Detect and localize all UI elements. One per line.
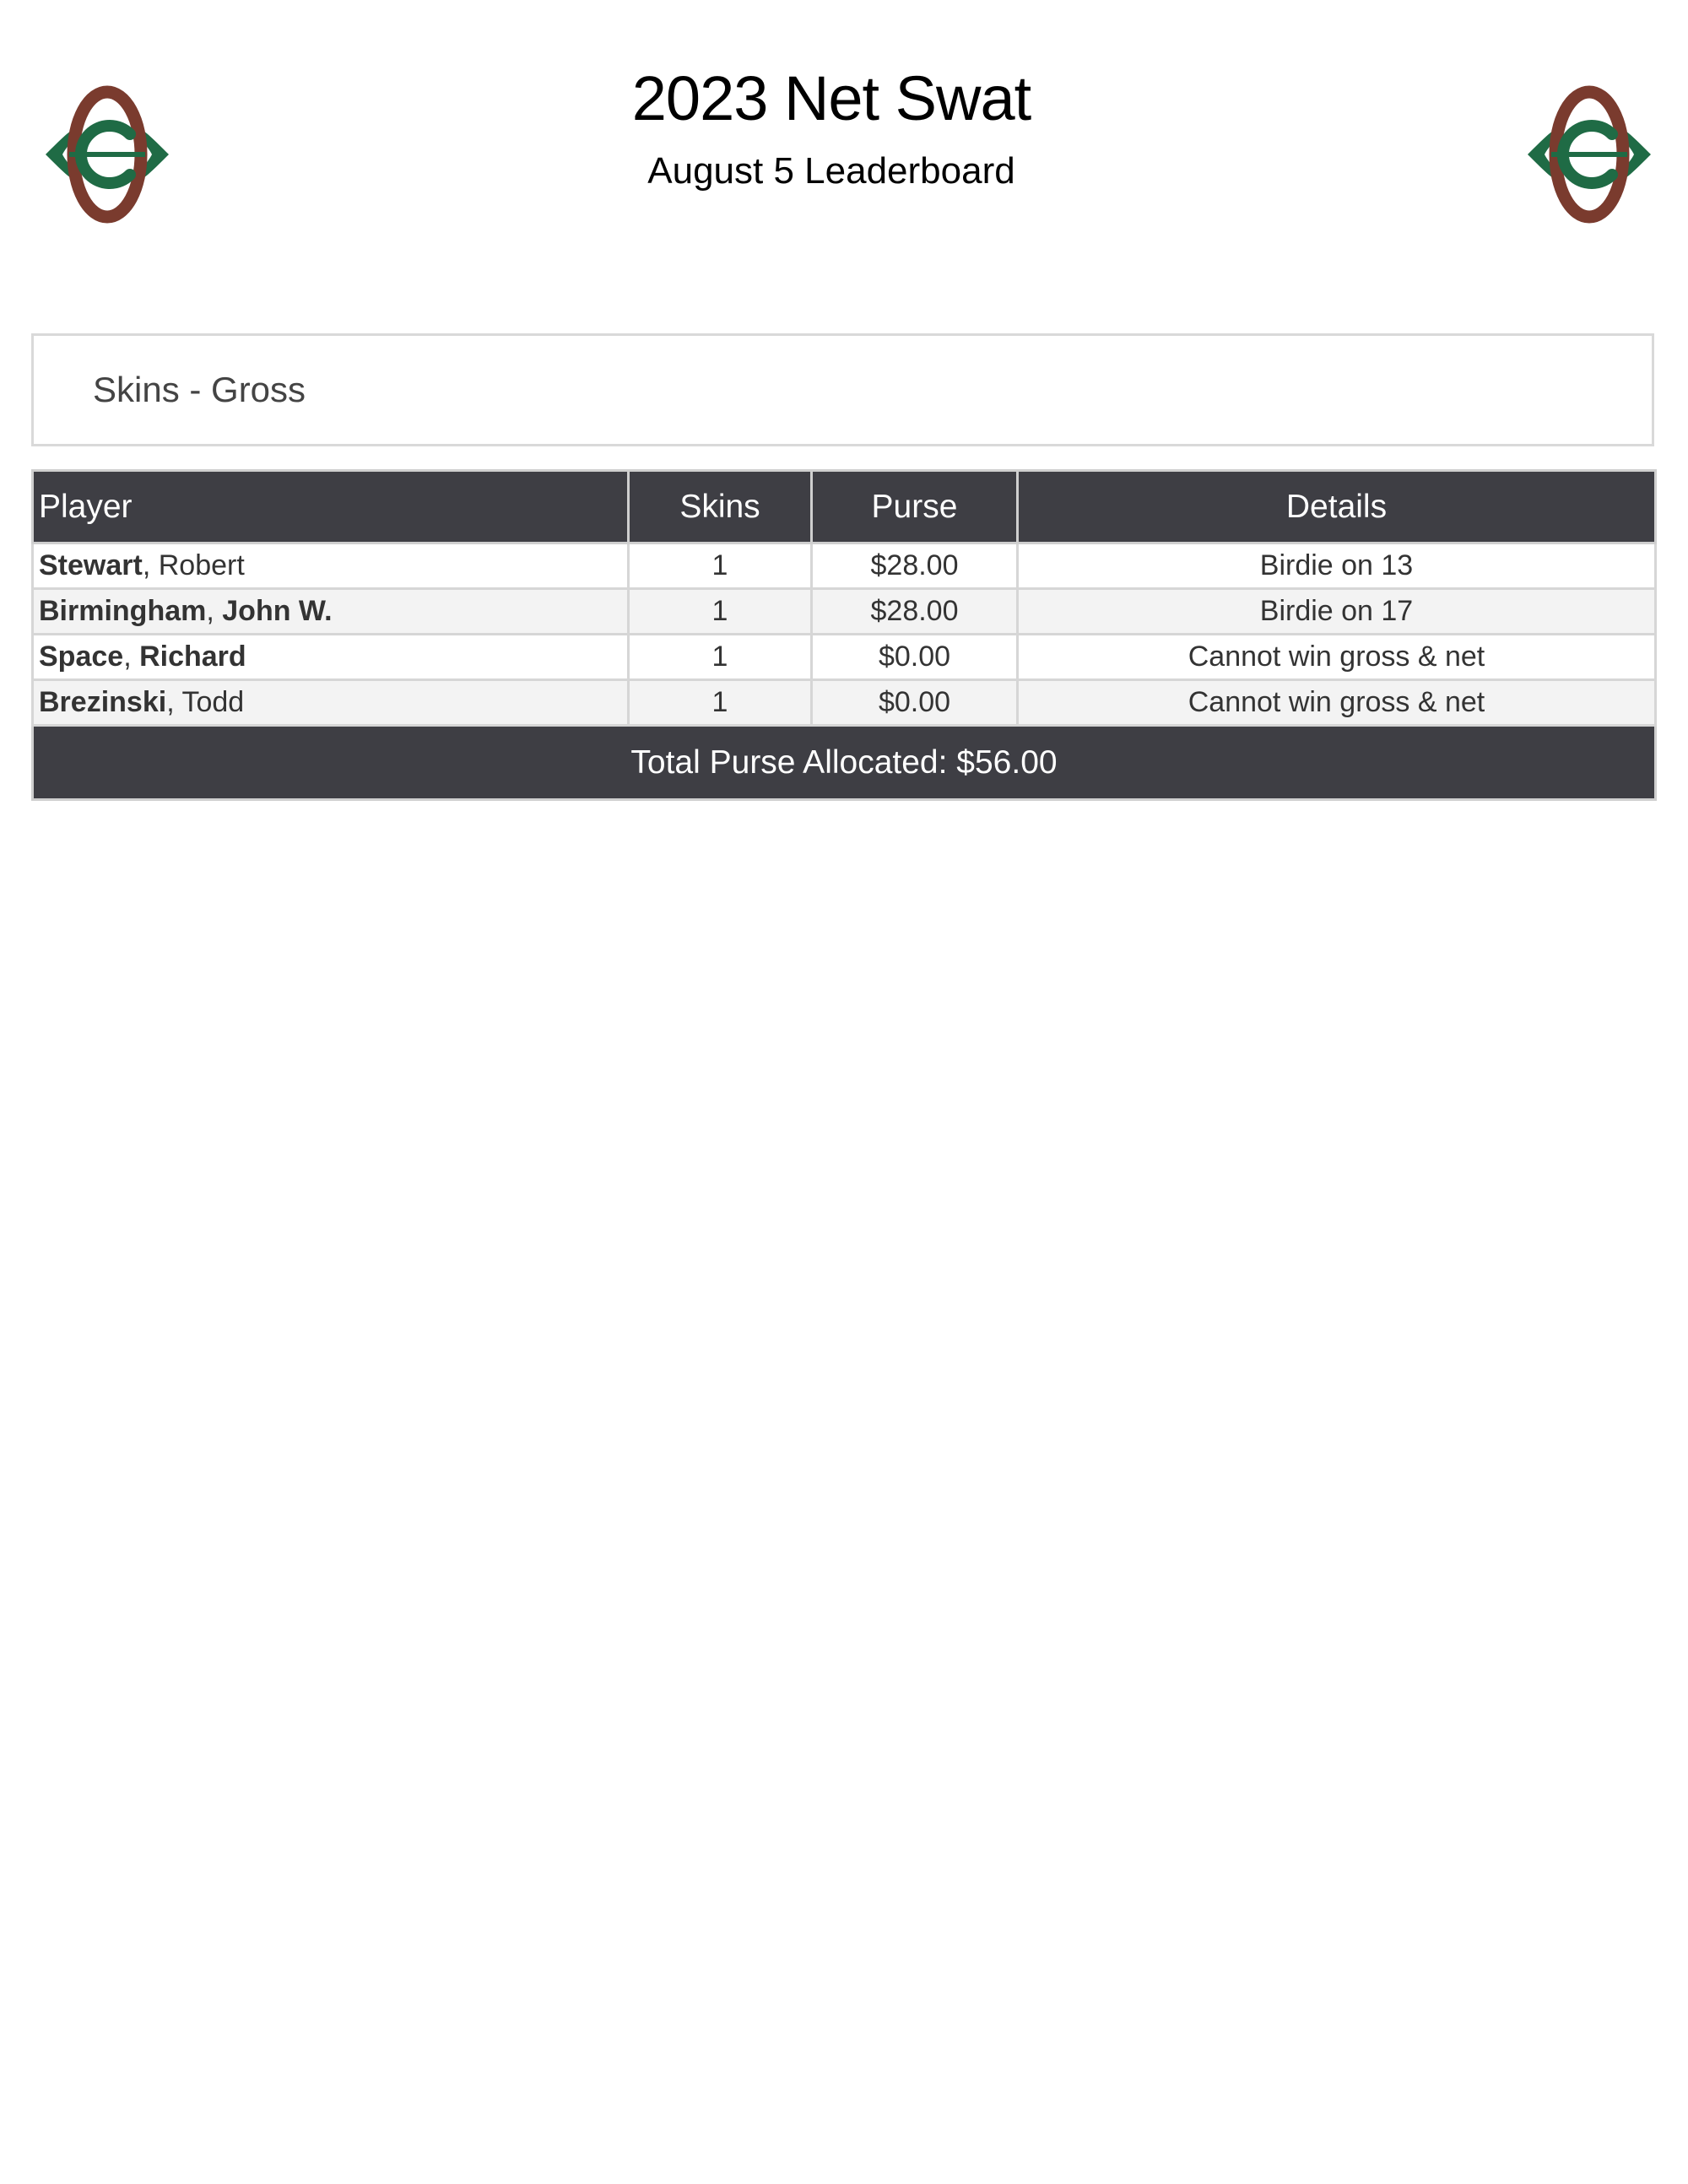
player-cell: Stewart, Robert [33, 543, 629, 589]
player-cell: Space, Richard [33, 635, 629, 680]
details-cell: Cannot win gross & net [1018, 680, 1656, 726]
purse-cell: $28.00 [812, 543, 1018, 589]
purse-cell: $0.00 [812, 635, 1018, 680]
total-purse-allocated: Total Purse Allocated: $56.00 [33, 726, 1656, 800]
table-row [33, 589, 1656, 635]
section-title: Skins - Gross [93, 370, 306, 409]
player-last-name: Stewart [39, 549, 143, 581]
player-first-name: Todd [181, 686, 245, 718]
player-cell: Brezinski, Todd [33, 680, 629, 726]
skins-cell: 1 [629, 680, 812, 726]
player-last-name: Brezinski [39, 686, 167, 718]
player-first-name: Richard [139, 641, 246, 673]
purse-cell: $28.00 [812, 589, 1018, 635]
table-row [33, 680, 1656, 726]
player-last-name: Space [39, 641, 124, 673]
section-header [31, 333, 1654, 446]
page-title: 2023 Net Swat [631, 63, 1031, 133]
table-row [33, 635, 1656, 680]
column-header-skins: Skins [629, 471, 812, 543]
column-header-purse: Purse [812, 471, 1018, 543]
player-last-name: Birmingham [39, 595, 207, 627]
column-header-player: Player [33, 471, 629, 543]
table-row [33, 543, 1656, 589]
table-footer-row [33, 726, 1656, 800]
details-cell: Birdie on 17 [1018, 589, 1656, 635]
page-subtitle: August 5 Leaderboard [647, 150, 1015, 192]
skins-cell: 1 [629, 543, 812, 589]
player-first-name: John W. [222, 595, 333, 627]
table-header-row [33, 471, 1656, 543]
player-first-name: Robert [158, 549, 245, 581]
purse-cell: $0.00 [812, 680, 1018, 726]
column-header-details: Details [1018, 471, 1656, 543]
details-cell: Cannot win gross & net [1018, 635, 1656, 680]
skins-cell: 1 [629, 635, 812, 680]
leaderboard-table [31, 469, 1657, 801]
skins-cell: 1 [629, 589, 812, 635]
details-cell: Birdie on 13 [1018, 543, 1656, 589]
player-cell: Birmingham, John W. [33, 589, 629, 635]
